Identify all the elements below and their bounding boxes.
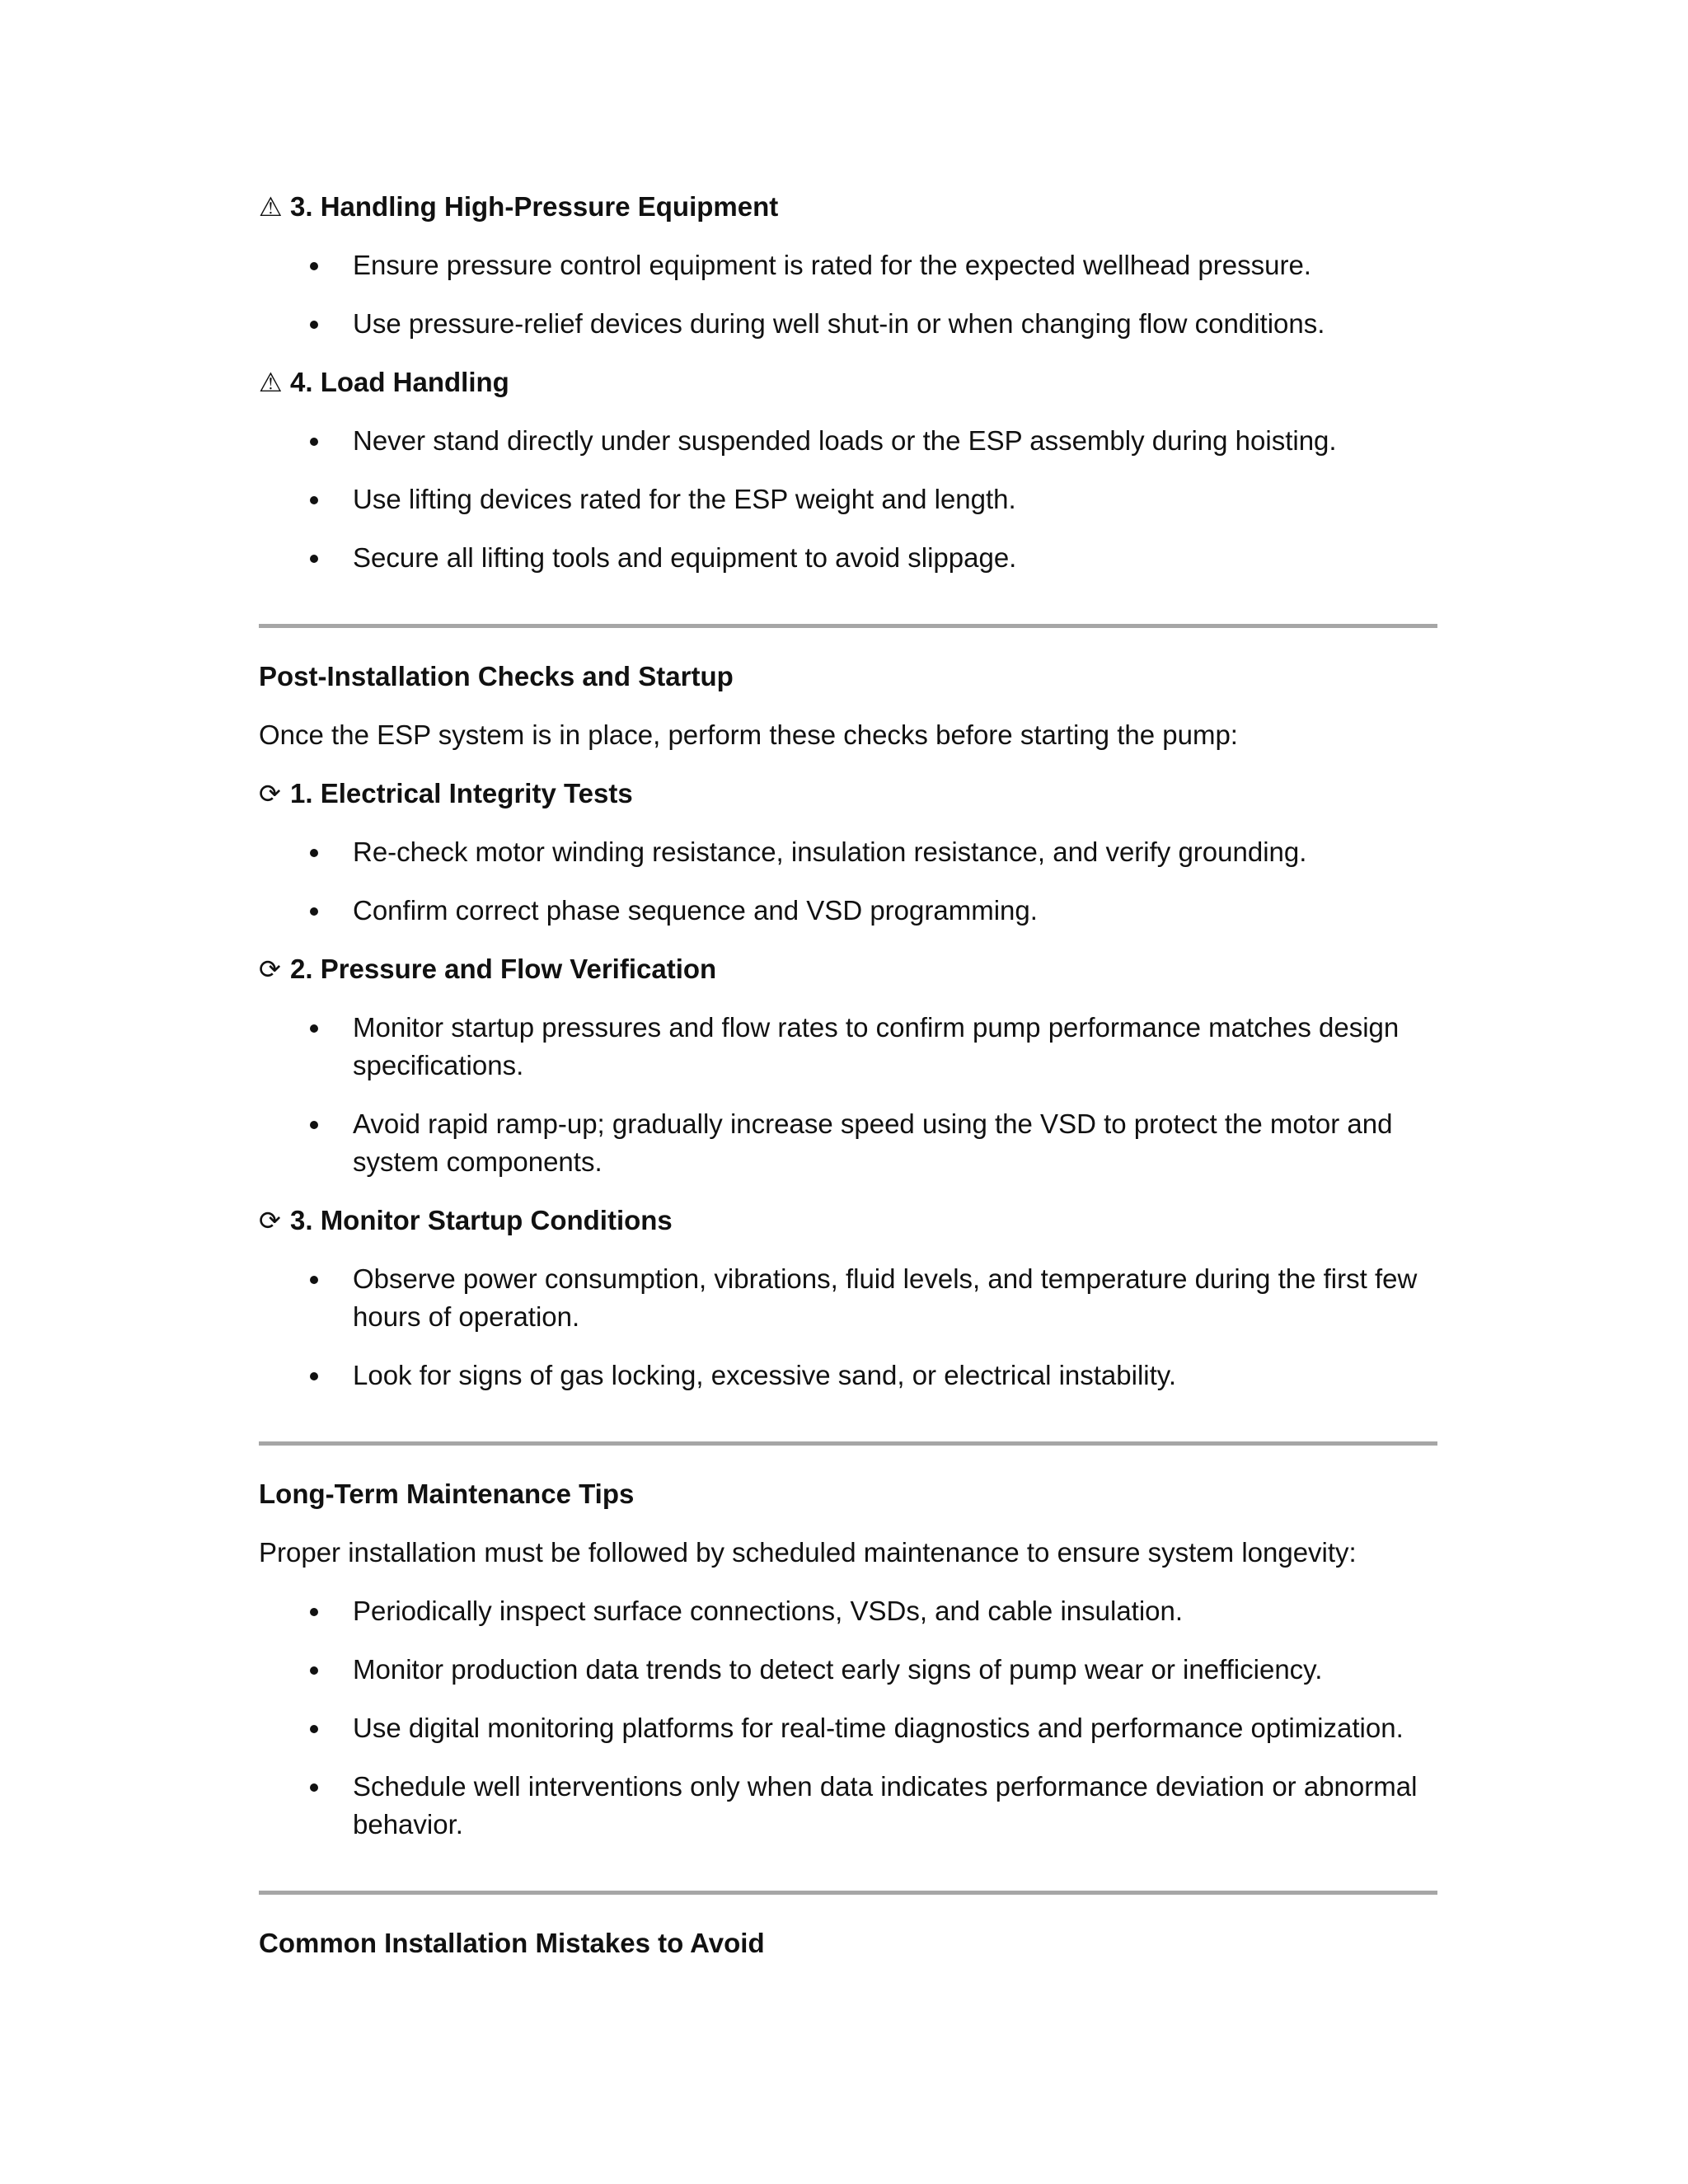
list-item: Use digital monitoring platforms for real-time diagnostics and performance optimization.: [259, 1709, 1437, 1747]
list-item: Monitor production data trends to detect early signs of pump wear or inefficiency.: [259, 1651, 1437, 1689]
heading-startup-conditions-text: 3. Monitor Startup Conditions: [290, 1205, 673, 1235]
load-handling-list: [259, 422, 1437, 577]
post-installation-intro: Once the ESP system is in place, perform these checks before starting the pump:: [259, 719, 1238, 750]
list-item: Monitor startup pressures and flow rates to confirm pump performance matches design specifications.: [259, 1009, 1437, 1085]
heading-mistakes-text: Common Installation Mistakes to Avoid: [259, 1928, 765, 1958]
heading-maintenance-text: Long-Term Maintenance Tips: [259, 1479, 635, 1509]
heading-pressure-flow: [259, 950, 1437, 988]
heading-startup-conditions: [259, 1202, 1437, 1240]
heading-load-handling: [259, 363, 1437, 401]
electrical-tests-list: [259, 833, 1437, 930]
list-item: Secure all lifting tools and equipment to avoid slippage.: [259, 539, 1437, 577]
high-pressure-list: [259, 246, 1437, 343]
heading-electrical-tests-text: 1. Electrical Integrity Tests: [290, 778, 633, 808]
list-item: Avoid rapid ramp-up; gradually increase speed using the VSD to protect the motor and system components.: [259, 1105, 1437, 1181]
list-item: Periodically inspect surface connections, VSDs, and cable insulation.: [259, 1592, 1437, 1630]
list-item: Schedule well interventions only when data indicates performance deviation or abnormal behavior.: [259, 1768, 1437, 1844]
cycle-icon: ⟳: [259, 954, 281, 984]
heading-electrical-tests: [259, 775, 1437, 813]
heading-high-pressure-text: 3. Handling High-Pressure Equipment: [290, 191, 779, 222]
heading-mistakes: [259, 1924, 1437, 1962]
warning-icon: ⚠: [259, 368, 283, 397]
list-item: Use pressure-relief devices during well shut-in or when changing flow conditions.: [259, 305, 1437, 343]
maintenance-list: [259, 1592, 1437, 1844]
list-item: Ensure pressure control equipment is rated for the expected wellhead pressure.: [259, 246, 1437, 284]
list-item: Look for signs of gas locking, excessive sand, or electrical instability.: [259, 1357, 1437, 1394]
list-item: Re-check motor winding resistance, insulation resistance, and verify grounding.: [259, 833, 1437, 871]
maintenance-intro: Proper installation must be followed by scheduled maintenance to ensure system longevity:: [259, 1537, 1357, 1568]
list-item: Confirm correct phase sequence and VSD programming.: [259, 892, 1437, 930]
heading-post-installation: [259, 658, 1437, 696]
startup-conditions-list: [259, 1260, 1437, 1394]
heading-pressure-flow-text: 2. Pressure and Flow Verification: [290, 954, 717, 984]
heading-post-installation-text: Post-Installation Checks and Startup: [259, 661, 734, 691]
document-content: [259, 188, 1437, 1962]
cycle-icon: ⟳: [259, 779, 281, 808]
pressure-flow-list: [259, 1009, 1437, 1181]
warning-icon: ⚠: [259, 192, 283, 222]
heading-maintenance: [259, 1475, 1437, 1513]
list-item: Never stand directly under suspended loads or the ESP assembly during hoisting.: [259, 422, 1437, 460]
cycle-icon: ⟳: [259, 1206, 281, 1235]
heading-load-handling-text: 4. Load Handling: [290, 367, 509, 397]
heading-high-pressure: [259, 188, 1437, 226]
list-item: Observe power consumption, vibrations, fluid levels, and temperature during the first few hours of operation.: [259, 1260, 1437, 1336]
list-item: Use lifting devices rated for the ESP weight and length.: [259, 480, 1437, 518]
